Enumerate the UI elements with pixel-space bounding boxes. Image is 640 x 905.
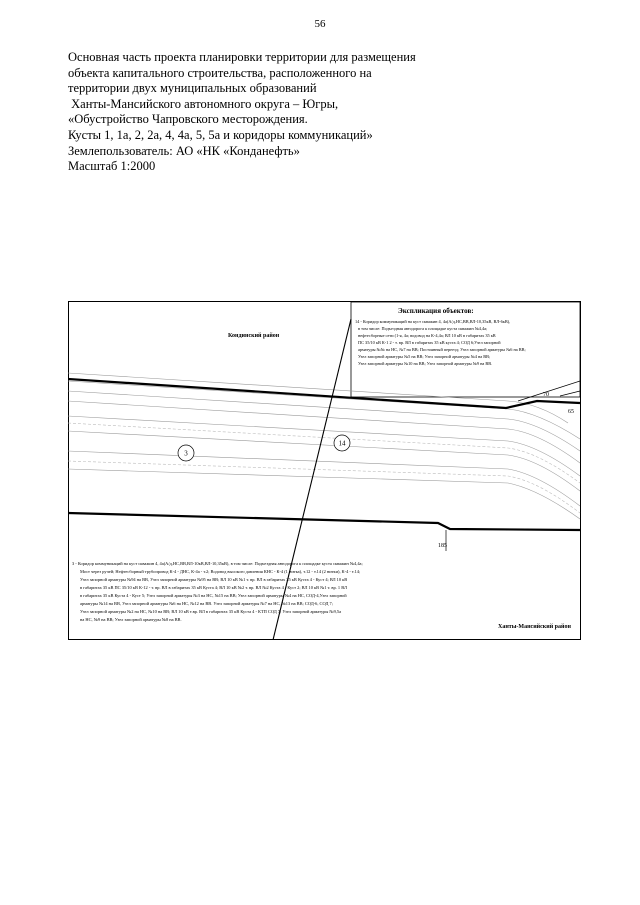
district-label-top: Кондинский район bbox=[228, 333, 280, 339]
legend-line: Узел запорной арматуры №5 на ВВ; Узел запорной арматуры №4 на ВВ; bbox=[358, 354, 491, 359]
heading-line: объекта капитального строительства, расположенного на bbox=[68, 65, 372, 80]
drawing-canvas bbox=[68, 301, 581, 640]
heading-line: «Обустройство Чапровского месторождения. bbox=[68, 112, 308, 127]
heading-line: Основная часть проекта планировки территории для размещения bbox=[68, 50, 416, 64]
bottom-line: Узел запорной арматуры №94 на ВВ, Узел запорной арматуры №95 на ВВ; ВЛ 10 кВ №1 т. вр. ВЛ в габаритах 35 кВ Куста 4 - Куст 4; ВЛ 10 кВ bbox=[80, 577, 348, 582]
document-heading bbox=[68, 50, 588, 175]
object-marker-label: 3 bbox=[184, 449, 188, 458]
legend-line: Узел запорной арматуры №10 на ВВ; Узел запорной арматуры №9 на ВВ. bbox=[358, 361, 493, 366]
legend-line: арматуры №№ на НС, №7 на ВВ; Постоянный переезд; Узел запорной арматуры №6 на ВВ; bbox=[358, 347, 526, 352]
page-number: 56 bbox=[314, 18, 326, 30]
object-marker-label: 14 bbox=[338, 439, 346, 448]
legend-title: Экспликация объектов: bbox=[398, 307, 474, 315]
bottom-line: Мост через ручей; Нефтесборный трубопровод К-4 - ДНС, К-4а - т.2; Водовод высокого давления КНС - К-4 (1 нитка), т.12 - т.14 (2 нитки), К-4 - т.14; bbox=[80, 569, 361, 574]
legend-line: 14 - Коридор коммуникаций на куст скважин 4, 4а(А/д,НС,ВВ,ВЛ-10,35кВ, ВЛ-6кВ), bbox=[355, 319, 511, 324]
heading-line: территории двух муниципальных образований bbox=[68, 81, 317, 96]
district-label-bottom: Ханты-Мансийский район bbox=[498, 624, 571, 630]
bottom-line: в габаритах 35 кВ ПС 35/10 кВ К-12 - т. вр. ВЛ в габаритах 35 кВ Куста 4; ВЛ 10 кВ №2 т. вр. ВЛ №2 Куста 4 - Куст 2; ВЛ 10 кВ №1 т. вр. 1 ВЛ bbox=[80, 585, 347, 590]
legend-line: ПС 35/10 кВ К-1 2 - т. вр. ВЛ в габаритах 35 кВ куста 4; СОД 6;Узел запорной bbox=[358, 340, 501, 345]
bottom-line: 3 - Коридор коммуникаций на куст скважин 4, 4а(А/д,НС,ВВ,ВЛ-10кВ,ВЛ-10,35кВ), в том числе: Подъездная автодорога к площадке куста скважин №4,4а; bbox=[72, 561, 363, 566]
point-number: 185 bbox=[438, 543, 447, 549]
legend-line: нефтесборные сети (1-я, 4а; водовод на К-4,4а; ВЛ 10 кВ в габаритах 35 кВ bbox=[358, 333, 496, 338]
bottom-line: на НС, №9 на ВВ; Узел запорной арматуры №8 на ВВ. bbox=[80, 617, 182, 622]
heading-line: Масштаб 1:2000 bbox=[68, 159, 156, 174]
heading-line: Землепользователь: АО «НК «Конданефть» bbox=[68, 143, 300, 158]
point-number: 65 bbox=[568, 409, 574, 415]
bottom-line: арматуры №14 на ВВ, Узел запорной арматуры №6 на НС, №12 на ВВ. Узел запорной арматуры №7 на НС, №13 на ВВ; СОД-6, СОД 7; bbox=[80, 601, 333, 606]
heading-line: Ханты-Мансийского автономного округа – Югры, bbox=[68, 96, 339, 111]
planning-drawing bbox=[68, 301, 581, 640]
point-number: 70 bbox=[543, 392, 549, 398]
legend-line: в том числе: Подъездная автодорога к площадке куста скважин №4,4а; bbox=[358, 326, 488, 331]
bottom-line: Узел запорной арматуры №2 на НС, №10 на ВВ; ВЛ 10 кВ т.вр. ВЛ в габаритах 35 кВ Куста 4 - КТП СОД 7; Узел запорной арматуры №9,5а bbox=[80, 609, 342, 614]
heading-line: Кусты 1, 1а, 2, 2а, 4, 4а, 5, 5а и коридоры коммуникаций» bbox=[68, 127, 373, 142]
bottom-line: в габаритах 35 кВ Куста 4 - Куст 5; Узел запорной арматуры №3 на НС, №15 на ВВ; Узел запорной арматуры №4 на НС, СОД-4,Узел запорной bbox=[80, 593, 347, 598]
